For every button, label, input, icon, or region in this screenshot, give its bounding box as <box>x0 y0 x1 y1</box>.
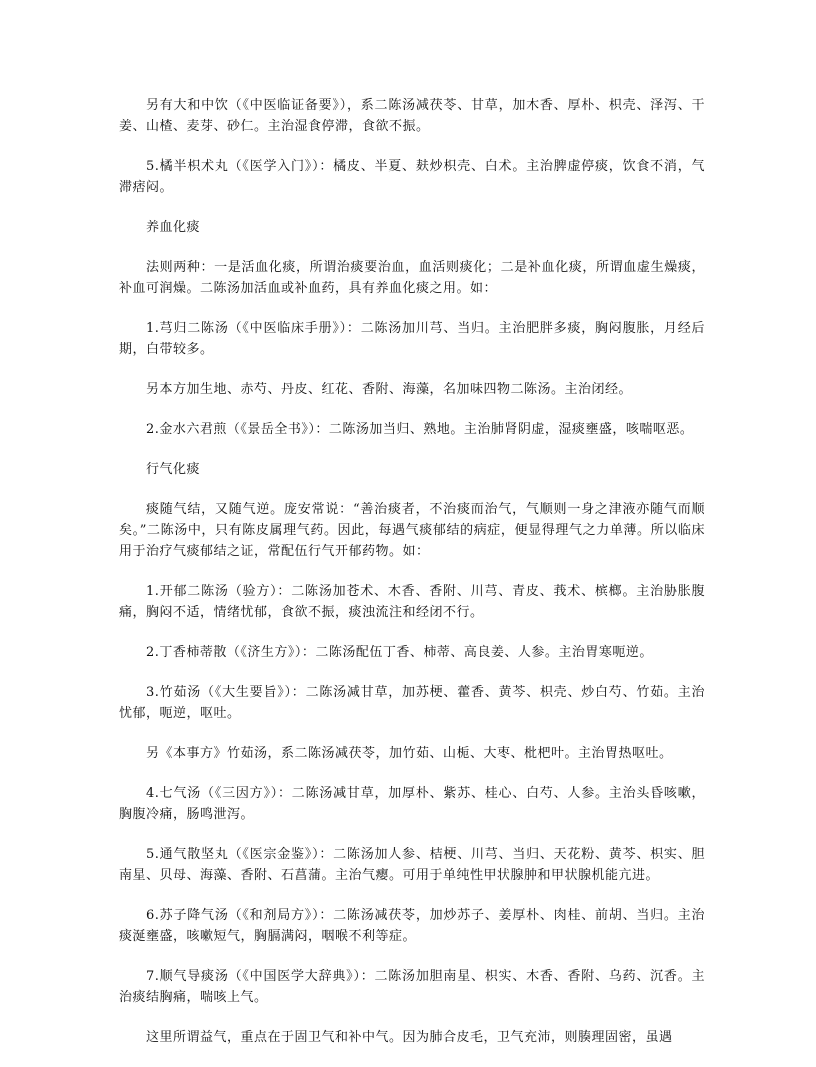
paragraph-formula-5-tongqi: 5.通气散坚丸（《医宗金鉴》）：二陈汤加人参、桔梗、川芎、当归、天花粉、黄芩、枳实、胆南星、贝母、海藻、香附、石菖蒲。主治气瘿。可用于单纯性甲状腺肿和甲状腺机能亢进。 <box>119 847 705 883</box>
paragraph-formula-5-jubanzhishu: 5.橘半枳术丸（《医学入门》）：橘皮、半夏、麸炒枳壳、白术。主治脾虚停痰，饮食不消，气滞痞闷。 <box>119 159 705 195</box>
paragraph-formula-3-zhuru: 3.竹茹汤（《大生要旨》）：二陈汤减甘草，加苏梗、藿香、黄芩、枳壳、炒白芍、竹茹。主治忧郁，呃逆，呕吐。 <box>119 685 705 721</box>
paragraph-formula-4-qiqi: 4.七气汤（《三因方》）：二陈汤减甘草，加厚朴、紫苏、桂心、白芍、人参。主治头昏咳嗽，胸腹冷痛，肠鸣泄泻。 <box>119 786 705 822</box>
paragraph-benshifang-zhuru: 另《本事方》竹茹汤，系二陈汤减茯苓，加竹茹、山栀、大枣、枇杷叶。主治胃热呕吐。 <box>146 746 673 761</box>
paragraph-yiqi-intro: 这里所谓益气，重点在于固卫气和补中气。因为肺合皮毛，卫气充沛，则腠理固密，虽遇 <box>146 1030 673 1045</box>
paragraph-yangxue-intro: 法则两种：一是活血化痰，所谓治痰要治血，血活则痰化；二是补血化痰，所谓血虚生燥痰，补血可润燥。二陈汤加活血或补血药，具有养血化痰之用。如： <box>119 260 705 296</box>
paragraph-dahezhongyin: 另有大和中饮（《中医临证备要》），系二陈汤减茯苓、甘草，加木香、厚朴、枳壳、泽泻、干姜、山楂、麦芽、砂仁。主治湿食停滞，食欲不振。 <box>119 98 705 134</box>
paragraph-formula-2-jinshui: 2.金水六君煎（《景岳全书》）：二陈汤加当归、熟地。主治肺肾阴虚，湿痰壅盛，咳喘呕恶。 <box>146 422 694 437</box>
section-heading-xingqi-huatan: 行气化痰 <box>146 462 201 477</box>
paragraph-xingqi-intro: 痰随气结，又随气逆。庞安常说：“善治痰者，不治痰而治气，气顺则一身之津液亦随气而顺矣。”二陈汤中，只有陈皮属理气药。因此，每遇气痰郁结的病症，便显得理气之力单薄。所以临床用于治疗气痰郁结之证，常配伍行气开郁药物。如： <box>119 502 705 559</box>
paragraph-formula-1-xionggui: 1.芎归二陈汤（《中医临床手册》）：二陈汤加川芎、当归。主治肥胖多痰，胸闷腹胀，月经后期，白带较多。 <box>119 321 705 357</box>
document-body <box>119 95 705 1067</box>
paragraph-formula-7-shunqi: 7.顺气导痰汤（《中国医学大辞典》）：二陈汤加胆南星、枳实、木香、香附、乌药、沉香。主治痰结胸痛，喘咳上气。 <box>119 969 705 1005</box>
paragraph-formula-6-suzi: 6.苏子降气汤（《和剂局方》）：二陈汤减茯苓，加炒苏子、姜厚朴、肉桂、前胡、当归。主治痰涎壅盛，咳嗽短气，胸膈满闷，咽喉不利等症。 <box>119 908 705 944</box>
paragraph-jiawei-siwu: 另本方加生地、赤芍、丹皮、红花、香附、海藻，名加味四物二陈汤。主治闭经。 <box>146 382 633 397</box>
paragraph-formula-2-dingxiang: 2.丁香柿蒂散（《济生方》）：二陈汤配伍丁香、柿蒂、高良姜、人参。主治胃寒呃逆。 <box>146 645 653 660</box>
paragraph-formula-1-kaiyu: 1.开郁二陈汤（验方）：二陈汤加苍术、木香、香附、川芎、青皮、莪术、槟榔。主治胁胀腹痛，胸闷不适，情绪忧郁，食欲不振，痰浊流注和经闭不行。 <box>119 584 705 620</box>
section-heading-yangxue-huatan: 养血化痰 <box>146 220 201 235</box>
